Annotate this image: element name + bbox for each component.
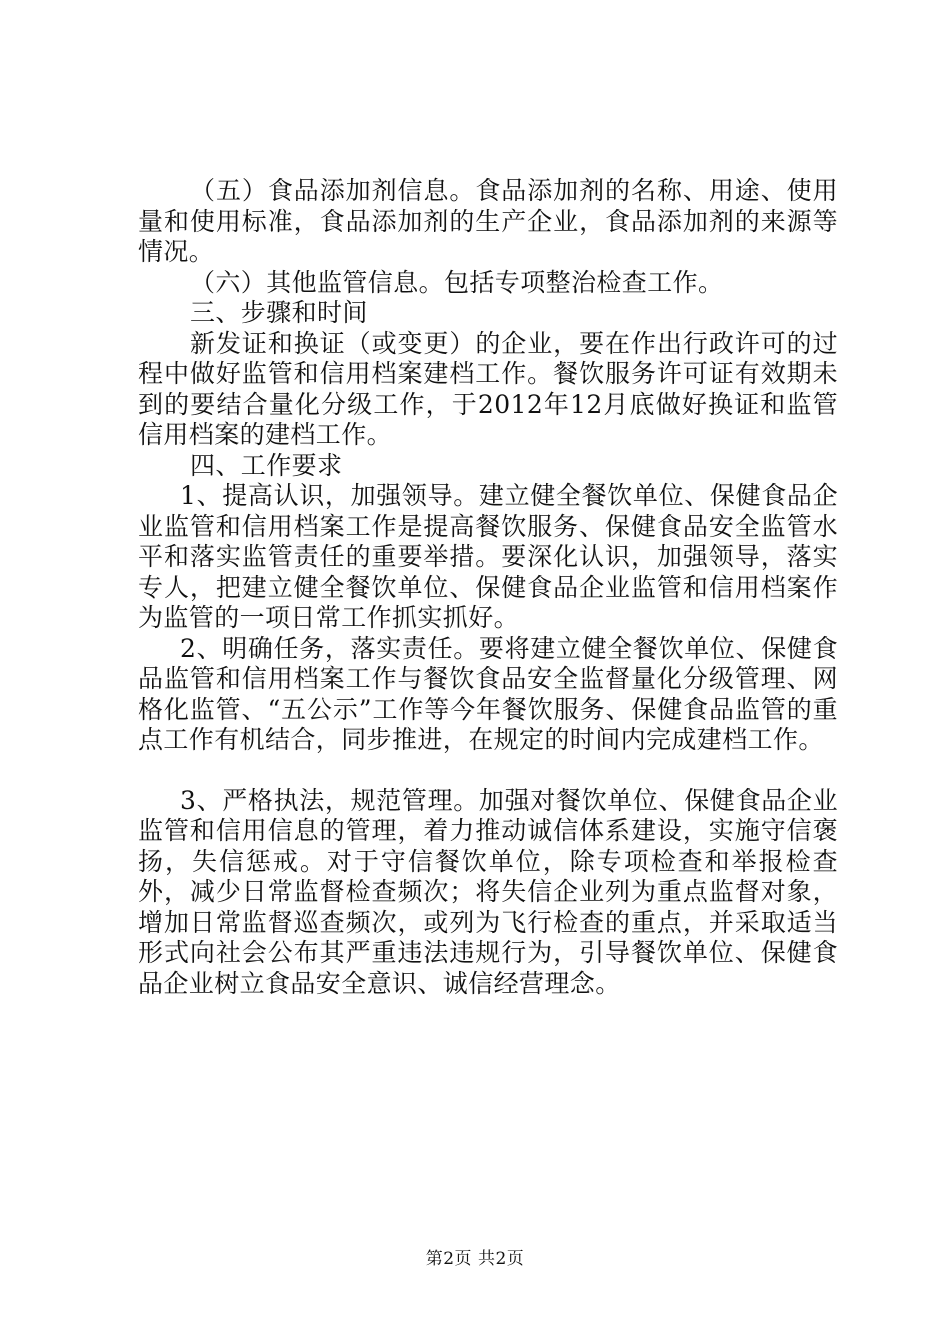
paragraph-requirement-1: 1、提高认识，加强领导。建立健全餐饮单位、保健食品企业监管和信用档案工作是提高餐饮服务、保健食品安全监管水平和落实监管责任的重要举措。要深化认识，加强领导，落实专人，把建立健全餐饮单位、保健食品企业监管和信用档案作为监管的一项日常工作抓实抓好。 (138, 481, 838, 632)
document-body (138, 176, 838, 999)
paragraph-steps-and-time: 新发证和换证（或变更）的企业，要在作出行政许可的过程中做好监管和信用档案建档工作。餐饮服务许可证有效期未到的要结合量化分级工作，于2012年12月底做好换证和监管信用档案的建档工作。 (138, 328, 838, 449)
section-heading-work-requirements: 四、工作要求 (190, 450, 343, 480)
paragraph-requirement-3: 3、严格执法，规范管理。加强对餐饮单位、保健食品企业监管和信用信息的管理，着力推动诚信体系建设，实施守信褒扬，失信惩戒。对于守信餐饮单位，除专项检查和举报检查外，减少日常监督检查频次；将失信企业列为重点监督对象，增加日常监督巡查频次，或列为飞行检查的重点，并采取适当形式向社会公布其严重违法违规行为，引导餐饮单位、保健食品企业树立食品安全意识、诚信经营理念。 (138, 785, 838, 998)
paragraph-requirement-2: 2、明确任务，落实责任。要将建立健全餐饮单位、保健食品监管和信用档案工作与餐饮食品安全监督量化分级管理、网格化监管、“五公示”工作等今年餐饮服务、保健食品监管的重点工作有机结合，同步推进，在规定的时间内完成建档工作。 (138, 633, 838, 754)
section-heading-steps-and-time: 三、步骤和时间 (190, 298, 368, 327)
paragraph-food-additive-info: （五）食品添加剂信息。食品添加剂的名称、用途、使用量和使用标准，食品添加剂的生产企业，食品添加剂的来源等情况。 (138, 176, 838, 266)
paragraph-other-supervision-info: （六）其他监管信息。包括专项整治检查工作。 (190, 267, 724, 297)
page-number-footer: 第2页 共2页 (425, 1249, 525, 1269)
